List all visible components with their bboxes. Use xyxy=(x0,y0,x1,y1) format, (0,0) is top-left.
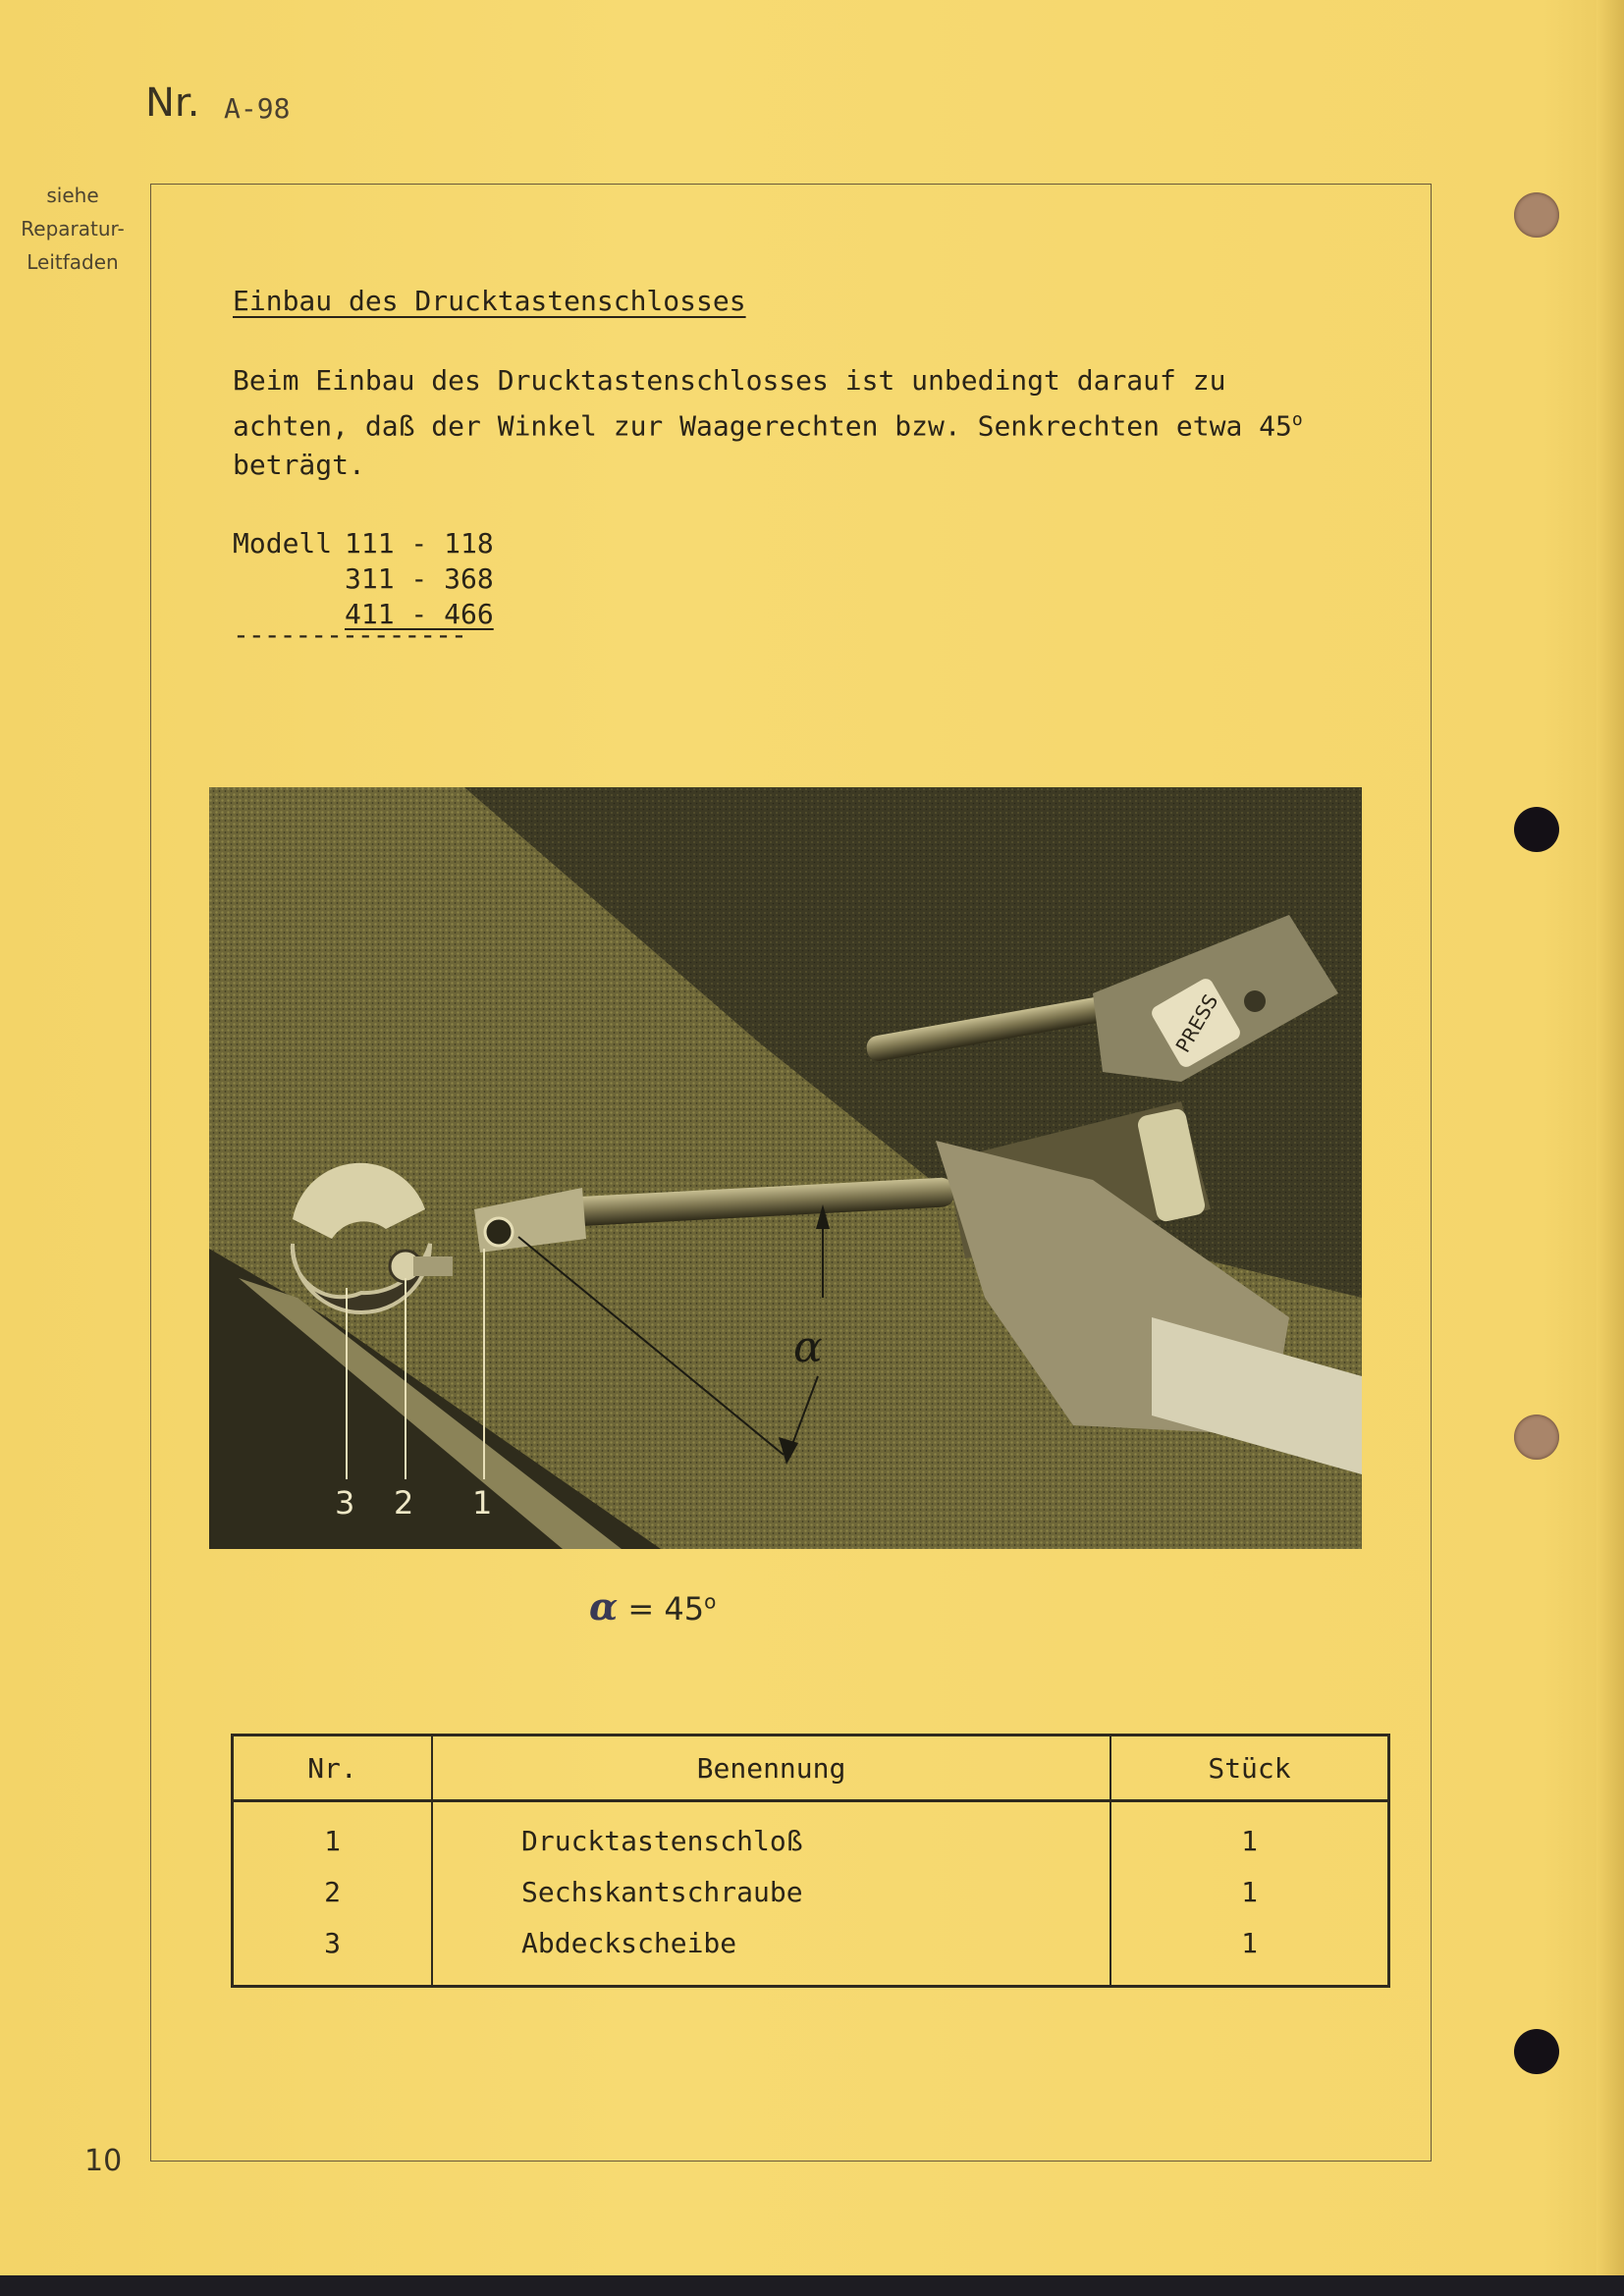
parts-table xyxy=(231,1734,1390,1988)
callout-1: 1 xyxy=(472,1484,493,1522)
punch-hole xyxy=(1514,807,1559,852)
side-note-line: Reparatur- xyxy=(21,217,125,240)
section-title: Einbau des Drucktastenschlosses xyxy=(233,285,746,317)
table-row xyxy=(233,1801,1389,1867)
column-header: Stück xyxy=(1110,1735,1389,1801)
side-note-line: Leitfaden xyxy=(27,250,119,274)
model-range: 311 - 368 xyxy=(345,562,494,595)
angle-value: = 45 xyxy=(618,1590,705,1628)
model-range: 111 - 118 xyxy=(345,527,494,560)
callout-3: 3 xyxy=(335,1484,355,1522)
part-quantity: 1 xyxy=(1241,1926,1258,1959)
part-name: Abdeckscheibe xyxy=(432,1917,1110,1987)
alpha-symbol: α xyxy=(589,1584,619,1629)
column-header: Nr. xyxy=(233,1735,433,1801)
installation-photo xyxy=(209,787,1362,1549)
model-list xyxy=(233,526,494,632)
angle-symbol: α xyxy=(793,1322,823,1372)
punch-hole xyxy=(1514,192,1559,238)
part-number: 1 xyxy=(233,1801,433,1867)
document-number-label: Nr. xyxy=(145,80,200,126)
instruction-end: beträgt. xyxy=(233,449,365,482)
part-name: Sechskantschraube xyxy=(432,1866,1110,1917)
page-number: 10 xyxy=(84,2144,123,2178)
punch-hole xyxy=(1514,2029,1559,2074)
table-header-row xyxy=(233,1735,1389,1801)
dashed-rule: --------------- xyxy=(233,618,466,651)
model-label: Modell xyxy=(233,527,333,560)
side-note xyxy=(12,179,134,279)
part-name: Drucktastenschloß xyxy=(432,1801,1110,1867)
degree-sign: o xyxy=(1291,409,1303,430)
part-number: 2 xyxy=(233,1866,433,1917)
table-row xyxy=(233,1917,1389,1987)
punch-hole xyxy=(1514,1415,1559,1460)
page-edge xyxy=(1597,0,1624,2275)
table-row xyxy=(233,1866,1389,1917)
side-note-line: siehe xyxy=(46,184,99,207)
callout-2: 2 xyxy=(394,1484,414,1522)
instruction-body: Beim Einbau des Drucktastenschlosses ist unbedingt darauf zu achten, daß der Winkel zur Waagerechten bzw. Senkrechten etwa 45 xyxy=(233,364,1292,443)
press-button-label: PRESS xyxy=(1170,989,1223,1057)
model-range: 411 - 466 xyxy=(345,598,494,630)
part-quantity: 1 xyxy=(1241,1875,1258,1908)
instruction-text xyxy=(233,361,1342,485)
angle-caption xyxy=(589,1584,716,1629)
column-header: Benennung xyxy=(432,1735,1110,1801)
scan-border xyxy=(0,2275,1624,2296)
document-number: A-98 xyxy=(224,92,291,125)
part-number: 3 xyxy=(233,1917,433,1987)
degree-sign: o xyxy=(704,1589,717,1614)
part-quantity: 1 xyxy=(1241,1824,1258,1857)
